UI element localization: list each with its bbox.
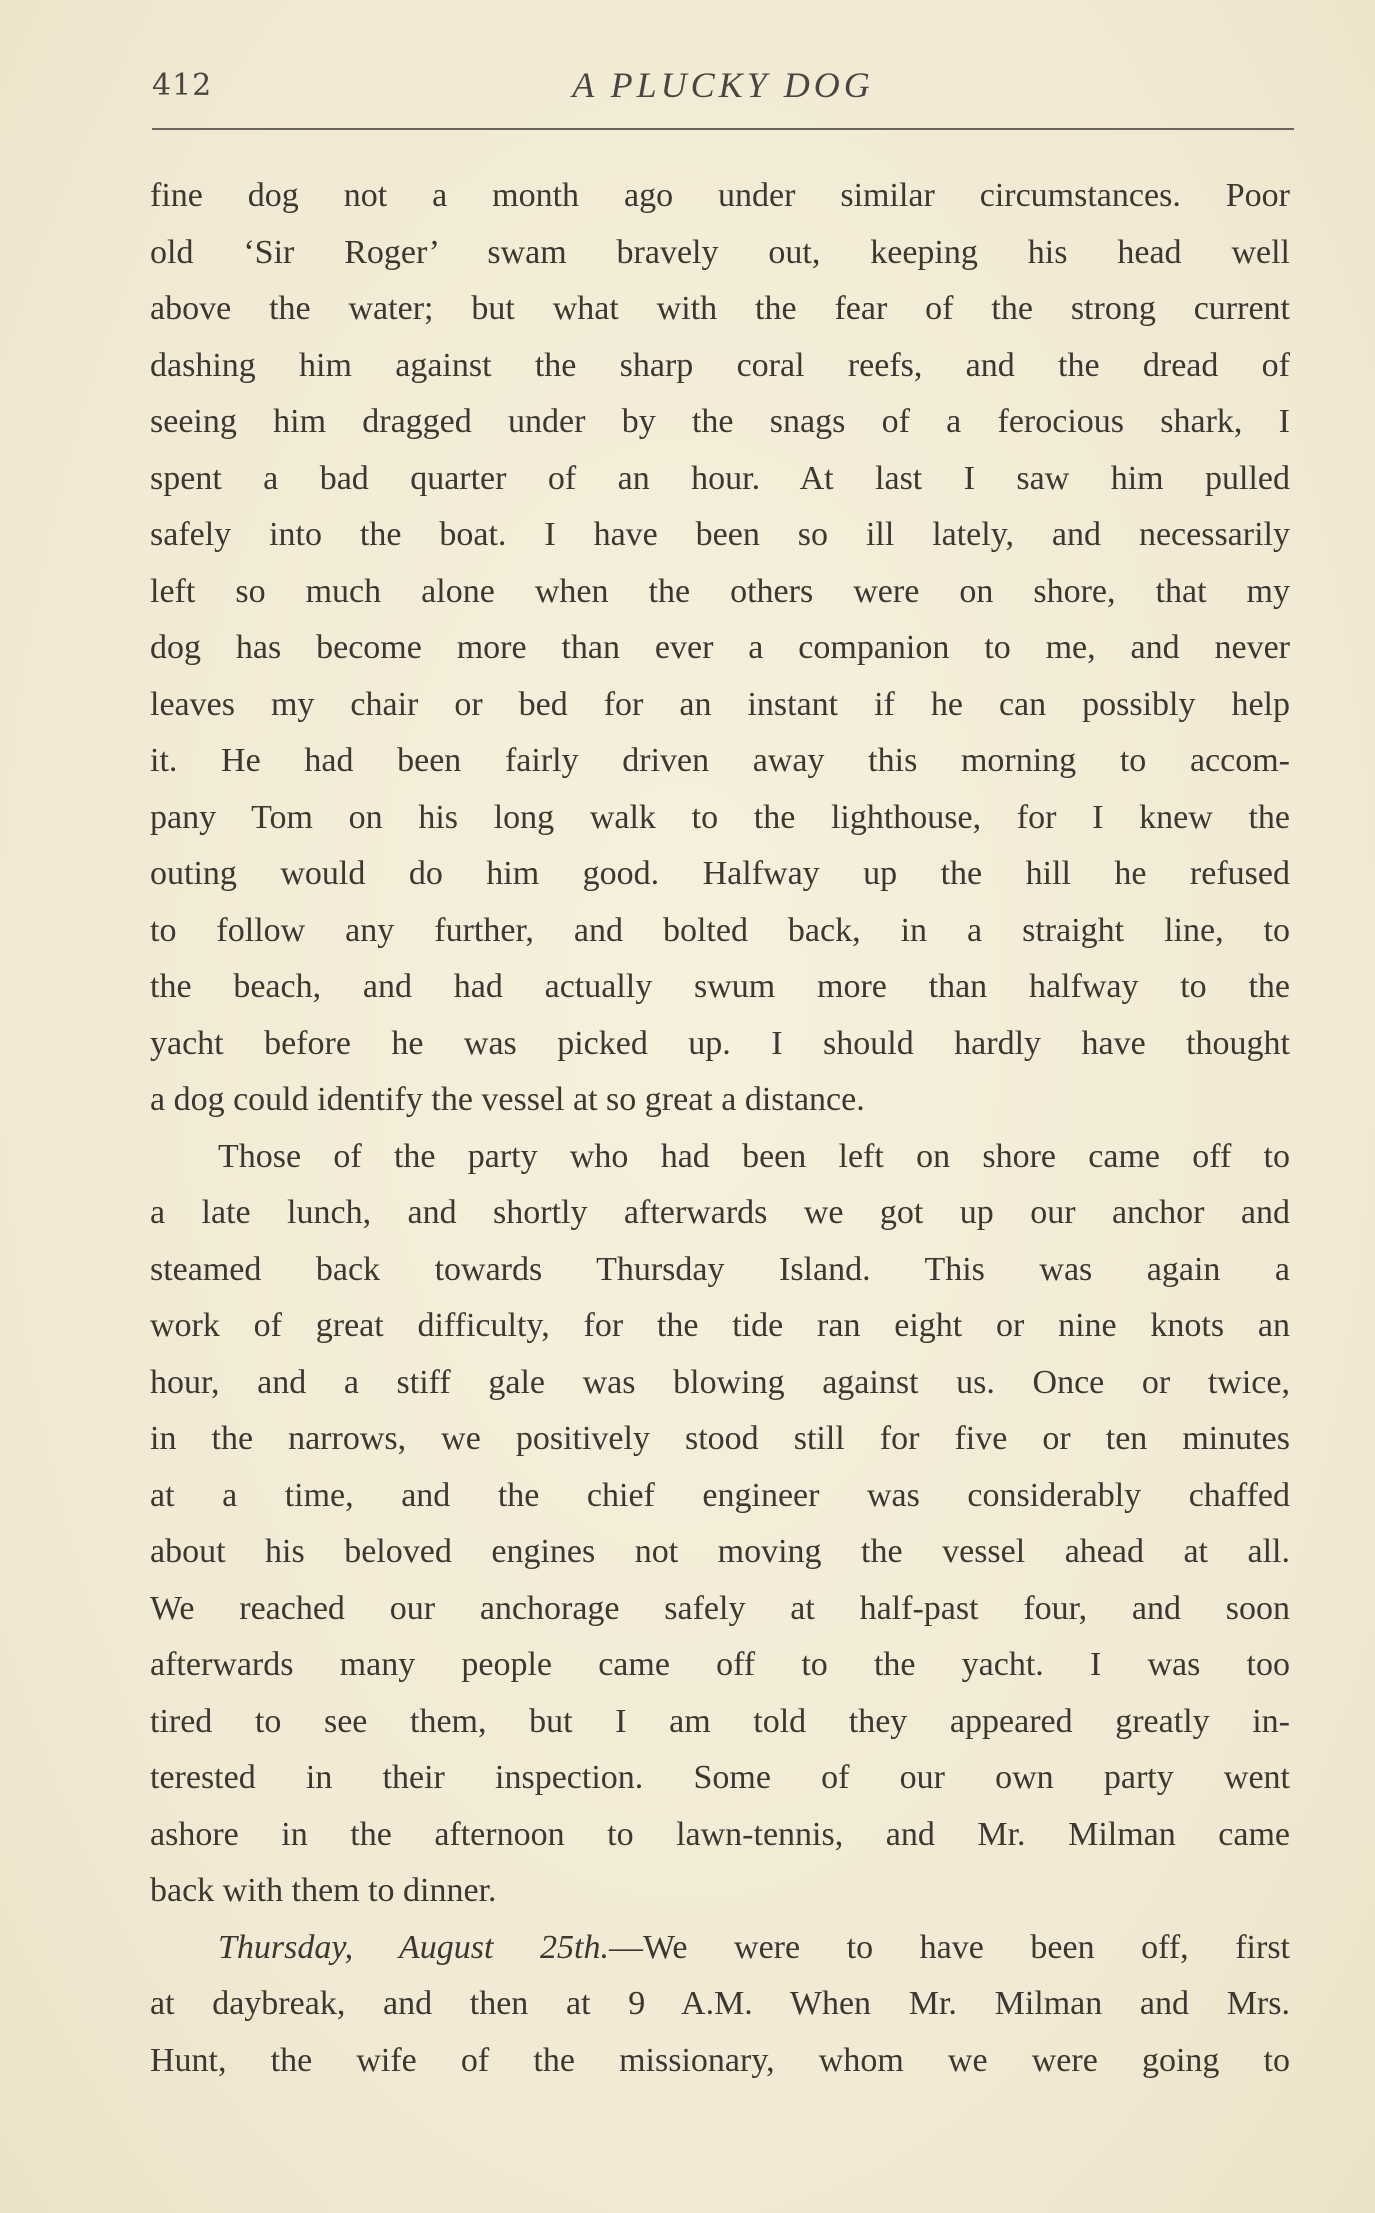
text-line: We reached our anchorage safely at half-past four, and soon <box>150 1589 1290 1627</box>
text-line: work of great difficulty, for the tide ran eight or nine knots an <box>150 1307 1290 1344</box>
text-line: a dog could identify the vessel at so great a distance. <box>150 1081 865 1118</box>
text-line: left so much alone when the others were on shore, that my <box>150 572 1290 610</box>
text-line: in the narrows, we positively stood still for five or ten minutes <box>150 1420 1290 1457</box>
text-line: dog has become more than ever a companion to me, and never <box>150 629 1290 666</box>
text-run: —We were to have been off, first <box>609 1928 1290 1966</box>
text-line: to follow any further, and bolted back, in a straight line, to <box>150 911 1290 949</box>
text-line: Those of the party who had been left on shore came off to <box>218 1137 1290 1175</box>
text-line: tired to see them, but I am told they appeared greatly in- <box>150 1702 1290 1740</box>
text-line: a late lunch, and shortly afterwards we got up our anchor and <box>150 1194 1290 1231</box>
paragraph <box>150 168 1290 1129</box>
text-line: ashore in the afternoon to lawn-tennis, and Mr. Milman came <box>150 1815 1290 1853</box>
text-line: it. He had been fairly driven away this morning to accom- <box>150 742 1290 779</box>
page-header <box>152 62 1294 112</box>
dateline: Thursday, August 25th. <box>218 1928 609 1966</box>
text-line: pany Tom on his long walk to the lighthouse, for I knew the <box>150 798 1290 836</box>
text-line: old ‘Sir Roger’ swam bravely out, keeping his head well <box>150 233 1290 271</box>
text-line: spent a bad quarter of an hour. At last I saw him pulled <box>150 459 1290 497</box>
text-line: at a time, and the chief engineer was considerably chaffed <box>150 1476 1290 1514</box>
text-line <box>150 1920 1290 1977</box>
page-number: 412 <box>152 68 213 103</box>
running-head: A PLUCKY DOG <box>572 65 874 105</box>
text-line: seeing him dragged under by the snags of a ferocious shark, I <box>150 403 1290 440</box>
text-line: hour, and a stiff gale was blowing against us. Once or twice, <box>150 1363 1290 1401</box>
text-line: leaves my chair or bed for an instant if he can possibly help <box>150 685 1290 723</box>
text-line: at daybreak, and then at 9 A.M. When Mr. Milman and Mrs. <box>150 1985 1290 2022</box>
text-line: yacht before he was picked up. I should hardly have thought <box>150 1024 1290 1062</box>
paragraph <box>150 1920 1290 2090</box>
text-line: Hunt, the wife of the missionary, whom we were going to <box>150 2041 1290 2079</box>
text-line: terested in their inspection. Some of our own party went <box>150 1759 1290 1796</box>
header-rule <box>152 128 1294 130</box>
text-line: safely into the boat. I have been so ill lately, and necessarily <box>150 516 1290 553</box>
body-text <box>150 168 1290 2089</box>
text-line: above the water; but what with the fear of the strong current <box>150 290 1290 327</box>
paragraph <box>150 1129 1290 1920</box>
text-line: outing would do him good. Halfway up the hill he refused <box>150 855 1290 892</box>
text-line: about his beloved engines not moving the vessel ahead at all. <box>150 1533 1290 1570</box>
text-line: back with them to dinner. <box>150 1872 497 1909</box>
text-line: the beach, and had actually swum more than halfway to the <box>150 968 1290 1005</box>
text-line: steamed back towards Thursday Island. This was again a <box>150 1250 1290 1288</box>
text-line: afterwards many people came off to the yacht. I was too <box>150 1646 1290 1683</box>
text-line: dashing him against the sharp coral reefs, and the dread of <box>150 346 1290 384</box>
text-line: fine dog not a month ago under similar circumstances. Poor <box>150 177 1290 214</box>
